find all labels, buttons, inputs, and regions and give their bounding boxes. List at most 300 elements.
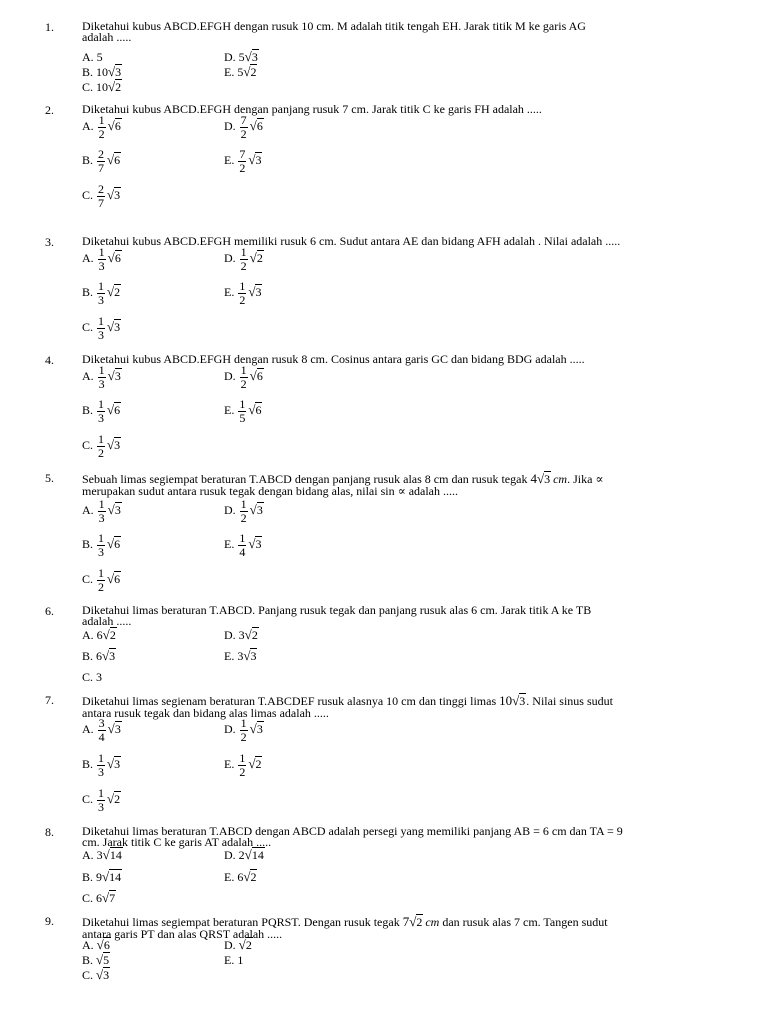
question-line-text: Diketahui limas beraturan T.ABCD. Panjang rusuk tegak dan panjang rusuk alas 6 cm. Jarak titik A ke TB — [82, 603, 592, 617]
question-line — [82, 104, 714, 115]
coefficient: 3 — [237, 649, 244, 663]
answer-option[interactable] — [82, 183, 121, 210]
option-label: C. — [82, 792, 94, 807]
answer-option[interactable] — [82, 80, 122, 94]
fraction — [240, 717, 248, 744]
radicand: 6 — [114, 119, 121, 134]
sqrt-expression — [102, 870, 122, 884]
question-line-text: Diketahui kubus ABCD.EFGH dengan rusuk 10 cm. M adalah titik tengah EH. Jarak titik M ke garis AG — [82, 19, 586, 33]
inline-coefficient: 7 — [402, 914, 410, 929]
radicand: 3 — [544, 472, 551, 486]
option-label: A. — [82, 848, 94, 862]
fraction — [238, 280, 246, 307]
fraction-denominator: 2 — [240, 127, 247, 141]
fraction-numerator: 1 — [98, 432, 105, 446]
radicand: 6 — [103, 938, 110, 952]
radicand: 14 — [109, 870, 122, 884]
coefficient: 3 — [96, 670, 103, 684]
radicand: 7 — [109, 891, 116, 905]
question-line — [82, 837, 714, 848]
radical-sign: √ — [243, 869, 251, 884]
radical-sign: √ — [248, 756, 256, 772]
answer-option[interactable] — [82, 65, 122, 79]
option-label: D. — [224, 251, 236, 266]
option-label: E. — [224, 953, 235, 967]
option-label: C. — [82, 968, 94, 982]
radical-sign: √ — [249, 721, 257, 737]
radicand: 6 — [114, 572, 121, 587]
option-label: D. — [224, 628, 236, 642]
sqrt-expression — [409, 915, 423, 929]
question-line — [82, 32, 714, 43]
fraction-numerator: 1 — [98, 113, 105, 127]
fraction — [97, 148, 105, 175]
radicand: 6 — [114, 537, 121, 552]
radicand: 3 — [114, 722, 121, 737]
option-label: E. — [224, 153, 235, 168]
answer-option[interactable] — [82, 891, 116, 905]
answer-option[interactable] — [82, 532, 121, 559]
fraction — [240, 498, 248, 525]
option-label: B. — [82, 870, 94, 884]
question-line — [82, 486, 714, 497]
fraction-numerator: 1 — [98, 245, 105, 259]
answer-option[interactable] — [224, 65, 257, 79]
option-label: C. — [82, 320, 94, 335]
radical-sign: √ — [249, 250, 257, 266]
fraction-numerator: 7 — [240, 113, 247, 127]
radicand: 6 — [256, 369, 263, 384]
radicand: 3 — [256, 503, 263, 518]
fraction-denominator: 3 — [98, 545, 105, 559]
sqrt-expression — [107, 153, 121, 167]
coefficient: 6 — [237, 870, 244, 884]
question-number: 1. — [45, 20, 54, 34]
question-text — [82, 826, 714, 848]
radicand: 3 — [114, 188, 121, 203]
option-label: B. — [82, 953, 94, 967]
radicand: 2 — [114, 792, 121, 807]
coefficient: 10 — [96, 65, 109, 79]
option-label: C. — [82, 670, 94, 684]
answer-option[interactable] — [82, 717, 122, 744]
sqrt-expression — [102, 649, 116, 663]
sqrt-expression — [248, 757, 262, 771]
sqrt-expression — [108, 65, 122, 79]
sqrt-expression — [108, 80, 122, 94]
question-line-text: Diketahui kubus ABCD.EFGH dengan panjang rusuk 7 cm. Jarak titik C ke garis FH adalah ..... — [82, 102, 542, 116]
sqrt-expression — [107, 537, 121, 551]
radicand: 2 — [255, 757, 262, 772]
fraction-denominator: 2 — [240, 511, 247, 525]
question-line-text: antara rusuk tegak dan bidang alas limas adalah ..... — [82, 706, 329, 720]
radicand: 2 — [416, 915, 423, 929]
question-text — [82, 236, 714, 247]
sqrt-expression — [245, 848, 265, 862]
question-number: 4. — [45, 353, 54, 367]
fraction-numerator: 1 — [98, 397, 105, 411]
radical-sign: √ — [244, 847, 252, 862]
radical-sign: √ — [248, 152, 256, 168]
answer-option[interactable] — [82, 246, 122, 273]
fraction-denominator: 2 — [98, 446, 105, 460]
radicand: 6 — [114, 403, 121, 418]
fraction — [240, 246, 248, 273]
sqrt-expression — [245, 628, 259, 642]
answer-option[interactable] — [224, 364, 264, 391]
sqrt-expression — [250, 119, 264, 133]
sqrt-expression — [248, 403, 262, 417]
fraction — [97, 787, 105, 814]
fraction — [97, 280, 105, 307]
fraction-numerator: 1 — [240, 716, 247, 730]
option-label: B. — [82, 65, 94, 79]
sqrt-expression — [250, 369, 264, 383]
inline-unit: cm — [425, 915, 440, 929]
radical-sign: √ — [248, 536, 256, 552]
fraction — [238, 532, 246, 559]
sqrt-expression — [243, 870, 257, 884]
coefficient: 6 — [96, 891, 103, 905]
sqrt-expression — [108, 722, 122, 736]
coefficient: 10 — [96, 80, 109, 94]
fraction-denominator: 2 — [240, 377, 247, 391]
fraction — [97, 532, 105, 559]
question-text — [82, 605, 714, 627]
fraction-denominator: 3 — [98, 293, 105, 307]
radical-sign: √ — [243, 64, 251, 79]
option-label: A. — [82, 628, 94, 642]
coefficient: 5 — [237, 65, 244, 79]
radical-sign: √ — [107, 152, 115, 168]
radical-sign: √ — [107, 791, 115, 807]
sqrt-expression — [248, 285, 262, 299]
answer-option[interactable] — [82, 433, 121, 460]
answer-option[interactable] — [224, 752, 262, 779]
option-label: E. — [224, 757, 235, 772]
fraction — [97, 183, 105, 210]
coefficient: 2 — [238, 848, 245, 862]
radical-sign: √ — [238, 937, 246, 952]
radicand: 14 — [251, 848, 264, 862]
radical-sign: √ — [102, 627, 110, 642]
answer-option[interactable] — [82, 364, 122, 391]
fraction-numerator: 1 — [98, 279, 105, 293]
radicand: 3 — [114, 438, 121, 453]
radicand: 3 — [255, 537, 262, 552]
answer-option[interactable] — [82, 398, 121, 425]
sqrt-expression — [250, 251, 264, 265]
inline-after-text: dan rusuk alas 7 cm. Tangen sudut — [439, 915, 608, 929]
radical-sign: √ — [102, 890, 110, 905]
question-line-text: cm. Jarak titik C ke garis AT adalah ..... — [82, 835, 272, 849]
option-label: B. — [82, 285, 94, 300]
fraction — [97, 752, 105, 779]
radicand: 2 — [250, 870, 257, 884]
option-label: E. — [224, 285, 235, 300]
fraction-denominator: 4 — [239, 545, 246, 559]
radical-sign: √ — [249, 502, 257, 518]
option-label: D. — [224, 848, 236, 862]
question-number: 8. — [45, 825, 54, 839]
answer-option[interactable] — [224, 532, 262, 559]
question-line — [82, 929, 714, 940]
question-text — [82, 694, 714, 719]
answer-option[interactable] — [224, 50, 259, 64]
radical-sign: √ — [512, 693, 520, 708]
fraction-numerator: 1 — [240, 245, 247, 259]
answer-option[interactable] — [224, 628, 259, 642]
sqrt-expression — [250, 503, 264, 517]
radicand: 3 — [114, 503, 121, 518]
option-label: A. — [82, 251, 94, 266]
question-line-text: Diketahui kubus ABCD.EFGH dengan rusuk 8 cm. Cosinus antara garis GC dan bidang BDG adalah ..... — [82, 352, 585, 366]
answer-option[interactable] — [224, 114, 264, 141]
radicand: 3 — [255, 153, 262, 168]
radical-sign: √ — [107, 319, 115, 335]
answer-option[interactable] — [224, 870, 257, 884]
question-number: 9. — [45, 914, 54, 928]
fraction-denominator: 2 — [98, 127, 105, 141]
option-label: A. — [82, 369, 94, 384]
radicand: 3 — [115, 65, 122, 79]
radicand: 3 — [255, 285, 262, 300]
question-number: 5. — [45, 471, 54, 485]
fraction — [98, 364, 106, 391]
sqrt-expression — [243, 65, 257, 79]
fraction — [238, 398, 246, 425]
coefficient: 6 — [96, 628, 103, 642]
fraction-denominator: 5 — [239, 411, 246, 425]
radicand: 6 — [114, 251, 121, 266]
sqrt-expression — [102, 891, 116, 905]
fraction-numerator: 1 — [240, 497, 247, 511]
option-label: E. — [224, 537, 235, 552]
sqrt-expression — [248, 537, 262, 551]
question-line-text: merupakan sudut antara rusuk tegak dengan bidang alas, nilai sin ∝ adalah ..... — [82, 484, 459, 498]
fraction-numerator: 2 — [98, 147, 105, 161]
radicand: 6 — [114, 153, 121, 168]
radicand: 5 — [103, 953, 110, 967]
radicand: 2 — [109, 628, 116, 642]
option-label: B. — [82, 537, 94, 552]
answer-option[interactable] — [82, 148, 121, 175]
radical-sign: √ — [107, 571, 115, 587]
fraction-numerator: 1 — [240, 363, 247, 377]
answer-option[interactable] — [82, 953, 110, 967]
question-number: 2. — [45, 103, 54, 117]
inline-coefficient: 10 — [499, 693, 513, 708]
radical-sign: √ — [107, 368, 115, 384]
radical-sign: √ — [107, 402, 115, 418]
fraction — [98, 246, 106, 273]
fraction-numerator: 1 — [239, 397, 246, 411]
answer-option[interactable] — [82, 938, 111, 952]
fraction-numerator: 1 — [98, 497, 105, 511]
option-label: D. — [224, 938, 236, 952]
question-line-text: Diketahui limas beraturan T.ABCD dengan ABCD adalah persegi yang memiliki panjang AB = 6 cm dan TA = 9 — [82, 824, 623, 838]
sqrt-expression — [108, 369, 122, 383]
answer-option[interactable] — [82, 752, 121, 779]
option-label: E. — [224, 870, 235, 884]
radical-sign: √ — [107, 187, 115, 203]
answer-option[interactable] — [82, 498, 122, 525]
radicand: 2 — [115, 80, 122, 94]
sqrt-expression — [108, 503, 122, 517]
fraction — [238, 752, 246, 779]
option-label: C. — [82, 572, 94, 587]
question-line — [82, 21, 714, 32]
radicand: 2 — [251, 628, 258, 642]
radical-sign: √ — [244, 627, 252, 642]
radicand: 2 — [114, 285, 121, 300]
answer-option[interactable] — [82, 670, 102, 684]
fraction — [97, 433, 105, 460]
question-line — [82, 354, 714, 365]
radical-sign: √ — [108, 79, 116, 94]
radical-sign: √ — [107, 721, 115, 737]
fraction-numerator: 1 — [239, 531, 246, 545]
option-label: D. — [224, 722, 236, 737]
answer-option[interactable] — [224, 246, 264, 273]
radical-sign: √ — [107, 502, 115, 518]
option-label: C. — [82, 891, 94, 905]
sqrt-expression — [107, 438, 121, 452]
radical-sign: √ — [409, 914, 417, 929]
sqrt-expression — [108, 251, 122, 265]
radicand: 3 — [114, 757, 121, 772]
answer-option[interactable] — [224, 717, 264, 744]
fraction-denominator: 7 — [98, 196, 105, 210]
radicand: 3 — [114, 320, 121, 335]
fraction-numerator: 1 — [98, 363, 105, 377]
fraction-denominator: 3 — [98, 377, 105, 391]
answer-option[interactable] — [82, 315, 121, 342]
sqrt-expression — [97, 938, 111, 952]
fraction-denominator: 2 — [239, 765, 246, 779]
fraction — [240, 364, 248, 391]
answer-option[interactable] — [224, 848, 265, 862]
answer-option[interactable] — [82, 649, 116, 663]
option-label: A. — [82, 722, 94, 737]
answer-option[interactable] — [224, 938, 253, 952]
question-line-text: adalah ..... — [82, 30, 132, 44]
answer-option[interactable] — [224, 398, 262, 425]
fraction — [98, 114, 106, 141]
question-line — [82, 605, 714, 616]
answer-option[interactable] — [82, 567, 121, 594]
answer-option[interactable] — [82, 628, 117, 642]
fraction-numerator: 1 — [98, 531, 105, 545]
radical-sign: √ — [96, 937, 104, 952]
question-number: 6. — [45, 604, 54, 618]
radical-sign: √ — [107, 536, 115, 552]
fraction-denominator: 3 — [98, 765, 105, 779]
question-line-text: antara garis PT dan alas QRST adalah ..... — [82, 927, 283, 941]
answer-option[interactable] — [224, 649, 257, 663]
fraction-numerator: 1 — [239, 751, 246, 765]
fraction-denominator: 3 — [98, 511, 105, 525]
radical-sign: √ — [249, 368, 257, 384]
radical-sign: √ — [107, 756, 115, 772]
question-line-text: Diketahui limas segiempat beraturan PQRST. Dengan rusuk tegak — [82, 915, 400, 929]
fraction — [97, 315, 105, 342]
sqrt-expression — [107, 320, 121, 334]
answer-option[interactable] — [82, 114, 122, 141]
answer-option[interactable] — [82, 50, 103, 64]
radical-sign: √ — [107, 284, 115, 300]
coefficient: 5 — [238, 50, 245, 64]
radical-sign: √ — [96, 952, 104, 967]
sqrt-expression — [107, 792, 121, 806]
sqrt-expression — [250, 722, 264, 736]
answer-option[interactable] — [224, 148, 262, 175]
fraction — [97, 567, 105, 594]
radicand: 6 — [256, 119, 263, 134]
radicand: 3 — [519, 694, 526, 708]
radicand: 2 — [256, 251, 263, 266]
sqrt-expression — [107, 757, 121, 771]
radical-sign: √ — [248, 402, 256, 418]
radicand: 3 — [109, 649, 116, 663]
coefficient: 9 — [96, 870, 103, 884]
sqrt-expression — [96, 968, 110, 982]
option-label: E. — [224, 649, 235, 663]
radicand: 14 — [109, 848, 122, 862]
option-label: D. — [224, 503, 236, 518]
fraction-numerator: 1 — [98, 751, 105, 765]
radical-sign: √ — [96, 967, 104, 982]
option-label: A. — [82, 50, 94, 64]
radical-sign: √ — [536, 471, 545, 486]
answer-option[interactable] — [82, 968, 110, 982]
answer-option[interactable] — [224, 498, 264, 525]
radical-sign: √ — [248, 284, 256, 300]
answer-option[interactable] — [82, 280, 121, 307]
option-label: C. — [82, 80, 94, 94]
option-label: B. — [82, 153, 94, 168]
option-label: D. — [224, 50, 236, 64]
fraction — [97, 398, 105, 425]
question-text — [82, 472, 714, 497]
answer-option[interactable] — [224, 280, 262, 307]
option-label: E. — [224, 403, 235, 418]
fraction — [238, 148, 246, 175]
radical-sign: √ — [243, 648, 251, 663]
option-label: A. — [82, 938, 94, 952]
sqrt-expression — [107, 572, 121, 586]
question-line — [82, 616, 714, 627]
sqrt-expression — [248, 153, 262, 167]
answer-option[interactable] — [82, 870, 122, 884]
fraction-denominator: 3 — [98, 800, 105, 814]
coefficient: 3 — [96, 848, 103, 862]
option-label: B. — [82, 403, 94, 418]
fraction-denominator: 4 — [98, 730, 105, 744]
sqrt-expression — [96, 953, 110, 967]
option-label: E. — [224, 65, 235, 79]
radicand: 2 — [250, 65, 257, 79]
fraction-denominator: 3 — [98, 259, 105, 273]
answer-option[interactable] — [82, 848, 123, 862]
answer-option[interactable] — [224, 953, 243, 967]
option-label: A. — [82, 119, 94, 134]
answer-option[interactable] — [82, 787, 121, 814]
fraction-denominator: 7 — [98, 161, 105, 175]
radical-sign: √ — [244, 49, 252, 64]
radicand: 3 — [251, 50, 258, 64]
question-text — [82, 21, 714, 43]
